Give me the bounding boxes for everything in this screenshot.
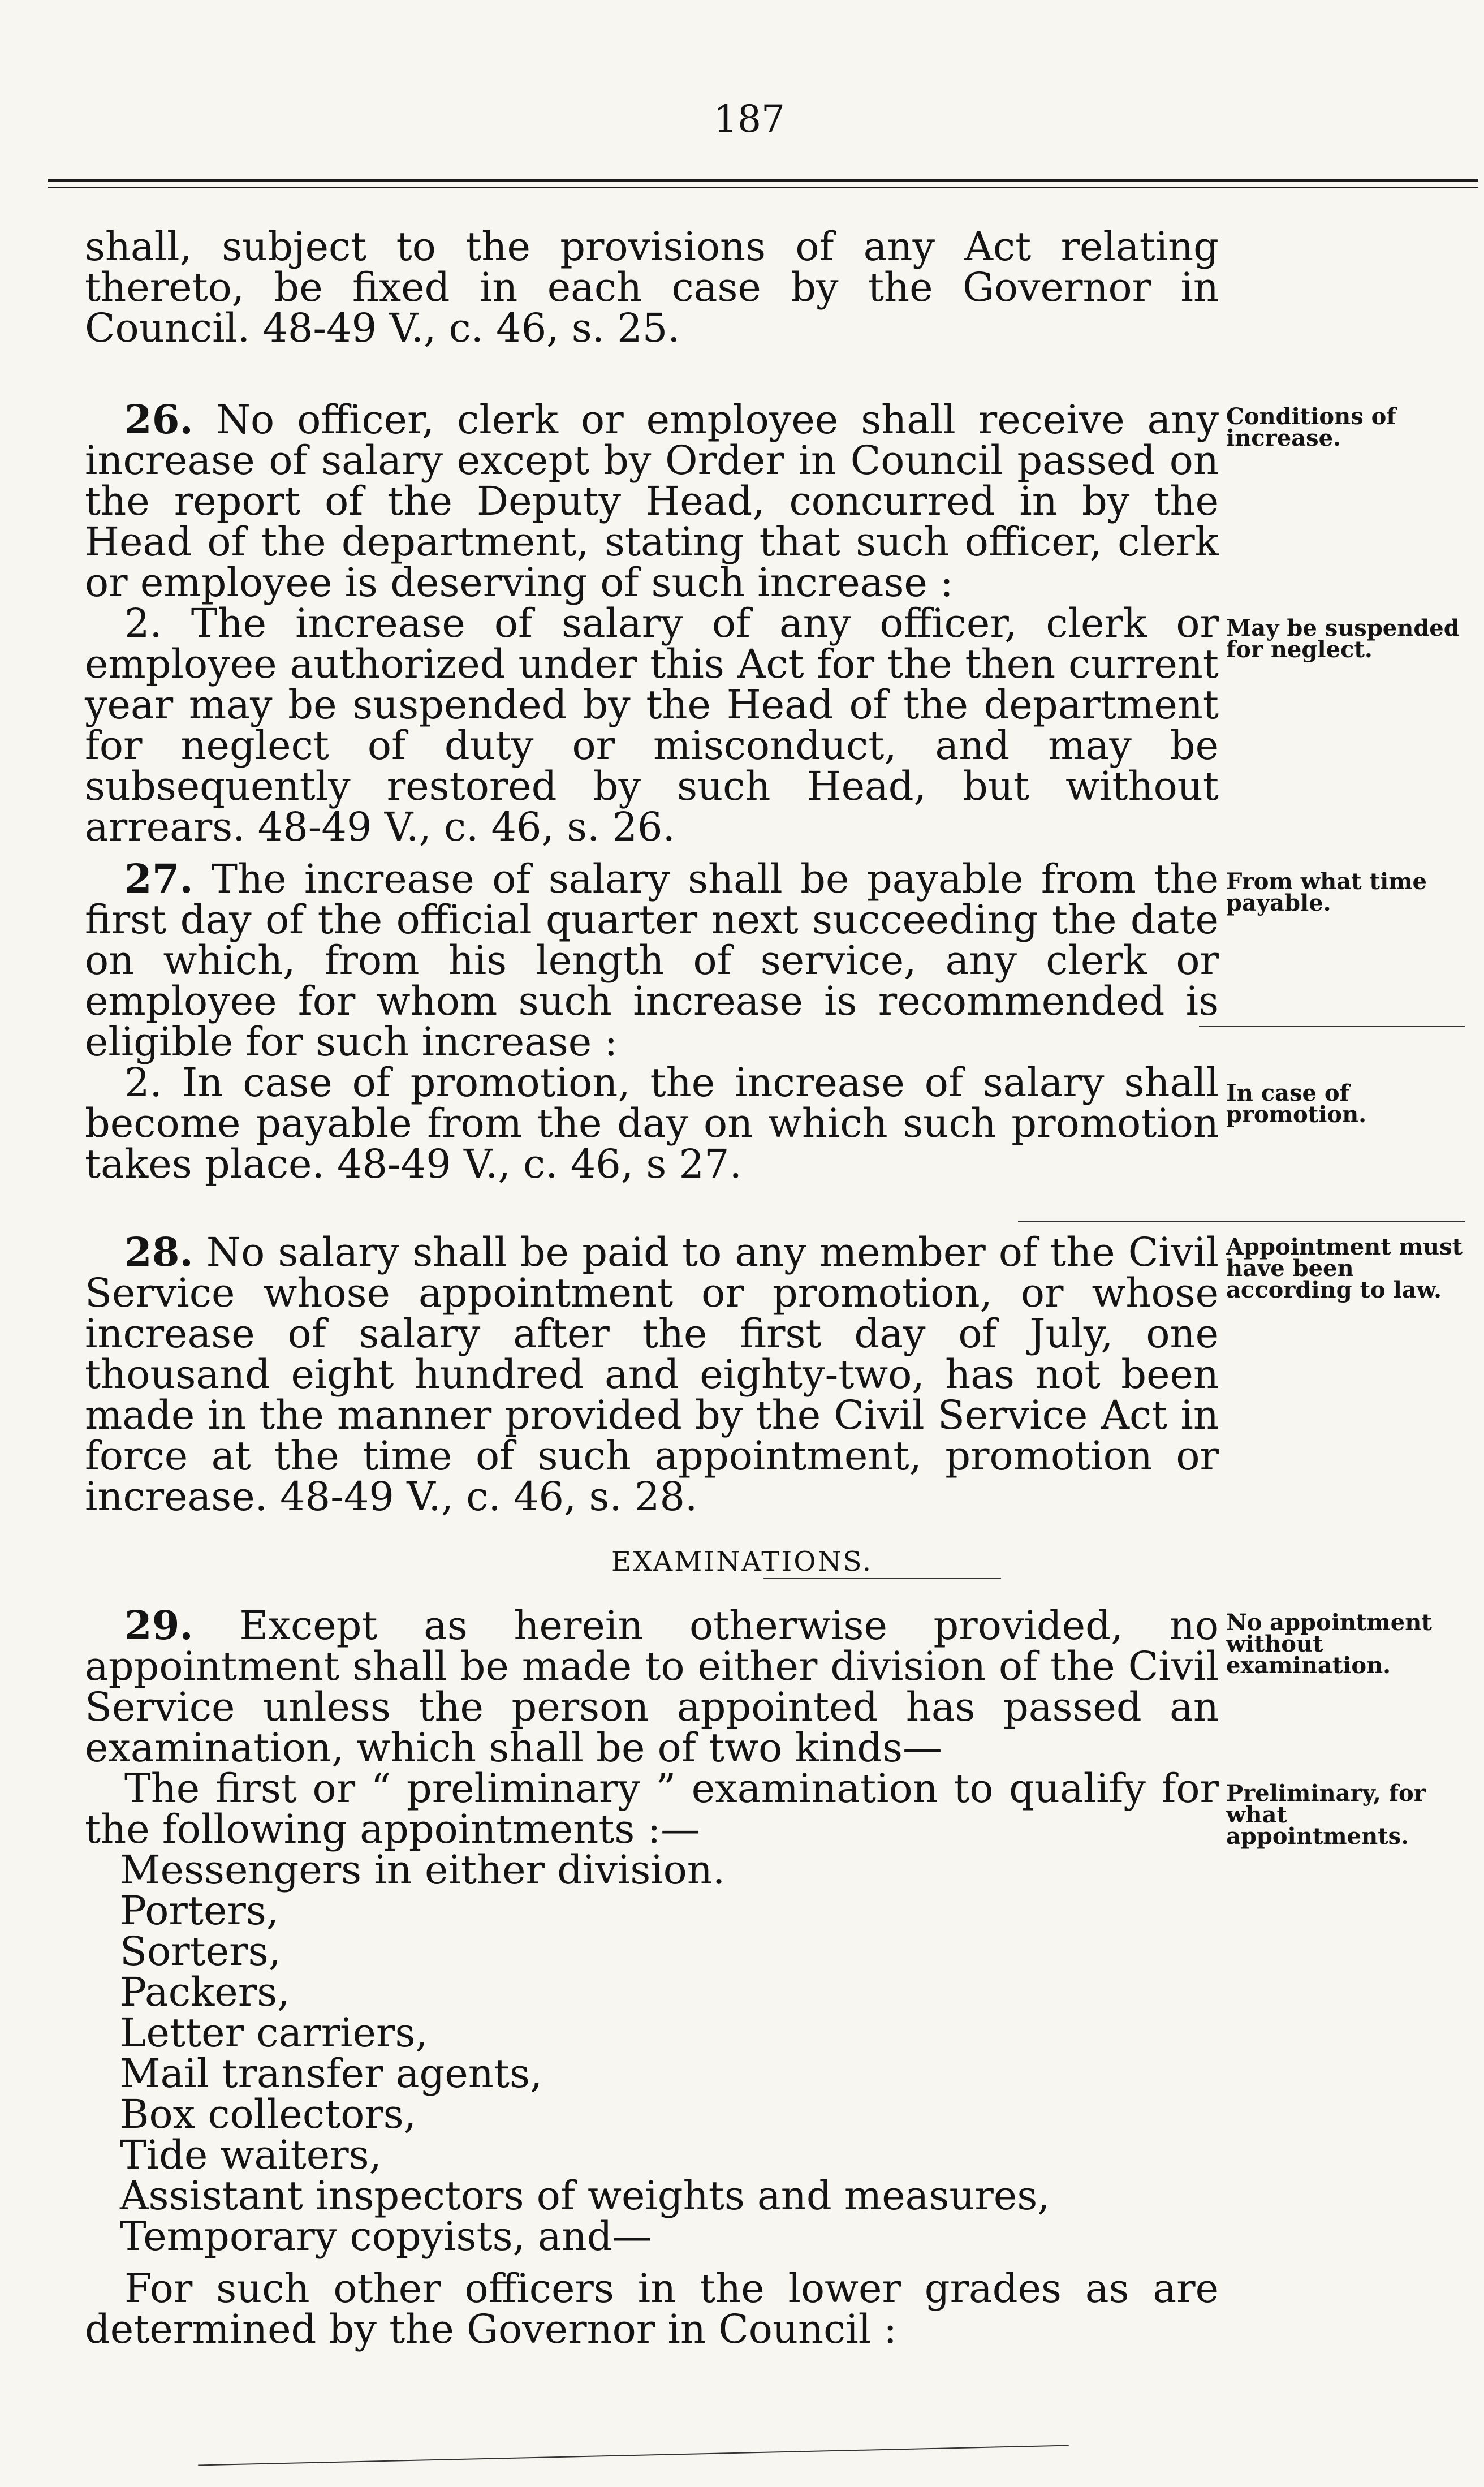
header-rule-thin [48, 187, 1478, 188]
marginal-note: From what time payable. [1226, 868, 1427, 916]
list-item: Mail transfer agents, [120, 2050, 543, 2097]
section-heading: EXAMINATIONS. [611, 1546, 873, 1577]
section-text: Except as herein otherwise provided, no appointment shall be made to either division of the Civil Service unless the person appointed has passed an examination, which shall be of two kinds— [85, 1602, 1219, 1771]
paragraph [85, 1229, 1219, 1520]
section-number: 28. [124, 1229, 193, 1275]
pen-stroke [198, 2445, 1069, 2466]
list-item: Box collectors, [120, 2091, 416, 2137]
section-29 [85, 1602, 1219, 1852]
marginal-note: No appointment without examination. [1226, 1609, 1432, 1679]
section-25-continuation [85, 223, 1219, 351]
marginal-note: May be suspended for neglect. [1226, 615, 1460, 663]
appointment-list [120, 1847, 1050, 2260]
section-text: The increase of salary shall be payable from the first day of the official quarter next succeeding the date on which, from his length of service, any clerk or employee for whom such increase is recommended is eligible for such increase : [85, 856, 1219, 1065]
paragraph [85, 855, 1219, 1065]
section-number: 26. [124, 396, 193, 443]
list-item: Assistant inspectors of weights and measures, [120, 2173, 1050, 2219]
list-item: Letter carriers, [120, 2010, 428, 2056]
list-item: Messengers in either division. [120, 1847, 726, 1893]
list-item: Tide waiters, [120, 2132, 382, 2178]
marginal-note: Preliminary, for what appointments. [1226, 1780, 1426, 1850]
pen-stroke [1018, 1221, 1465, 1222]
marginal-note: In case of promotion. [1226, 1080, 1367, 1128]
section-text: No salary shall be paid to any member of the Civil Service whose appointment or promotion, or whose increase of salary after the first day of July, one thousand eight hundred and eighty-two, has not been made in the manner provided by the Civil Service Act in force at the time of such appointment, promotion or increase. 48-49 V., c. 46, s. 28. [85, 1229, 1219, 1520]
section-number: 29. [124, 1602, 193, 1649]
section-27 [85, 855, 1219, 1187]
section-26 [85, 396, 1219, 850]
paragraph: For such other officers in the lower grades as are determined by the Governor in Council : [85, 2265, 1219, 2352]
subsection: 2. In case of promotion, the increase of salary shall become payable from the day on which such promotion takes place. 48-49 V., c. 46, s 27. [85, 1059, 1219, 1187]
list-item: Sorters, [120, 1928, 281, 1975]
pen-stroke [1199, 1026, 1465, 1027]
section-text: No officer, clerk or employee shall receive any increase of salary except by Order in Council passed on the report of the Deputy Head, concurred in by the Head of the department, stating that such officer, clerk or employee is deserving of such increase : [85, 396, 1219, 606]
subsection: 2. The increase of salary of any officer, clerk or employee authorized under this Act for the then current year may be suspended by the Head of the department for neglect of duty or misconduct, and may be subsequently restored by such Head, but without arrears. 48-49 V., c. 46, s. 26. [85, 600, 1219, 850]
paragraph: shall, subject to the provisions of any Act relating thereto, be fixed in each case by the Governor in Council. 48-49 V., c. 46, s. 25. [85, 223, 1219, 351]
list-item: Temporary copyists, and— [120, 2213, 652, 2260]
paragraph: The first or “ preliminary ” examination to qualify for the following appointments :— [85, 1765, 1219, 1852]
marginal-note: Appointment must have been according to law. [1226, 1234, 1463, 1303]
section-28 [85, 1229, 1219, 1520]
section-29-closing [85, 2265, 1219, 2352]
pen-stroke [763, 1578, 1001, 1579]
list-item: Porters, [120, 1887, 279, 1934]
list-item: Packers, [120, 1969, 290, 2015]
header-rule [48, 179, 1478, 182]
paragraph [85, 1602, 1219, 1771]
paragraph [85, 396, 1219, 606]
section-number: 27. [124, 855, 193, 902]
page-number: 187 [714, 97, 785, 141]
marginal-note: Conditions of increase. [1226, 403, 1396, 451]
